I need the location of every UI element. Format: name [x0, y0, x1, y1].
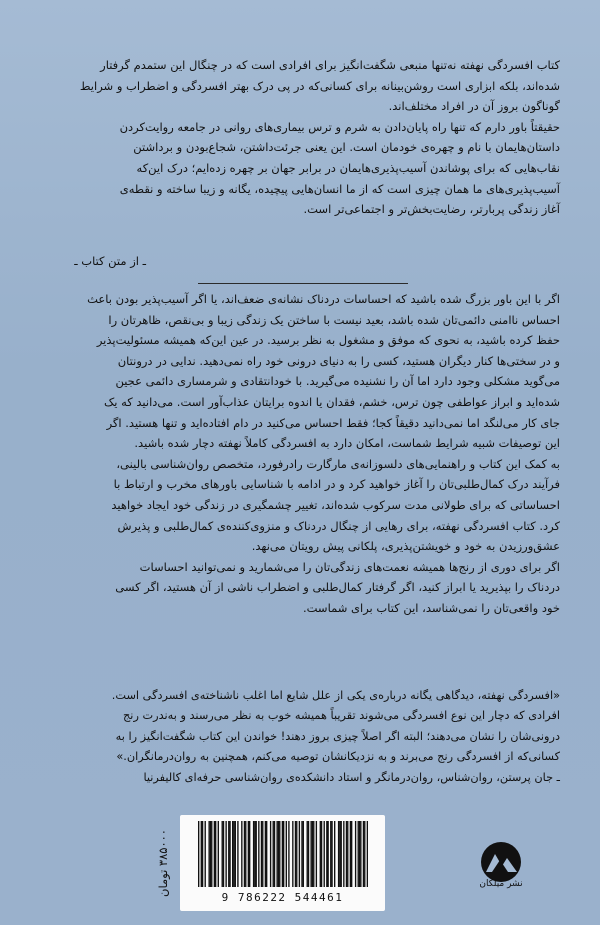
barcode-bar [359, 821, 360, 887]
barcode-bar [208, 821, 209, 887]
barcode-bar [265, 821, 266, 887]
body-line: احساس ناامنی دائمی‌تان شده باشد، بعید نیست با ساختن یک زندگی زیبا و بی‌نقص، ظاهرتان را [108, 312, 560, 327]
body-line: کرد. کتاب افسردگی نهفته، برای رهایی از چنگال دردناک و منزوی‌کننده‌ی کمال‌طلبی و پذیرش [117, 518, 560, 533]
mountains-logo-icon [476, 840, 526, 898]
excerpt-source: ـ از متن کتاب ـ [74, 254, 146, 268]
barcode-bar [347, 821, 348, 887]
barcode-bar [261, 821, 262, 887]
barcode-bar [218, 821, 219, 887]
barcode-bar [282, 821, 283, 887]
barcode-bar [331, 821, 332, 887]
barcode-bar [310, 821, 311, 887]
barcode-bar [256, 821, 257, 887]
intro-line: گوناگون بروز آن در افراد مختلف‌اند. [388, 99, 560, 114]
intro-line: آسیب‌پذیری‌های ما همان چیزی است که از ما انسان‌هایی پیچیده، یگانه و زیبا ساخته و نقطه‌ی [119, 181, 560, 196]
endorsement-quote [56, 686, 560, 788]
barcode-bar [363, 821, 364, 887]
barcode-bar [303, 821, 304, 887]
barcode-bar [316, 821, 317, 887]
quote-line: کسانی‌که از افسردگی رنج می‌برند و به نزدیکانشان توصیه می‌کنم، همچنین به روان‌درمانگران.» [116, 750, 560, 764]
intro-excerpt [56, 55, 560, 220]
barcode-bar [248, 821, 249, 887]
barcode-bar [241, 821, 242, 887]
quote-line: «افسردگی نهفته، دیدگاهی یگانه درباره‌ی یکی از علل شایع اما اغلب ناشناخته‌ی افسردگی است. [111, 689, 560, 702]
body-line: این توصیفات شبیه شرایط شماست، امکان دارد به افسردگی کاملاً نهفته دچار شده باشید. [134, 436, 560, 451]
barcode-bar [312, 821, 313, 887]
barcode-bar [346, 821, 347, 887]
barcode-bar [237, 821, 238, 887]
barcode-bar [210, 821, 211, 887]
barcode-bar [245, 821, 246, 887]
barcode-bar [225, 821, 226, 887]
barcode-bar [301, 821, 302, 887]
isbn-barcode [180, 815, 385, 911]
barcode-bar [215, 821, 216, 887]
barcode-bar [229, 821, 230, 887]
body-line: حفظ کرده باشید، به نحوی که موفق و مشغول به نظر برسید. در عین این‌که همیشه مسئولیت‌پذیر [96, 333, 560, 348]
quote-line: درونی‌شان را نشان می‌دهند؛ البته اگر اصلاً چیزی بروز دهند! خواندن این کتاب شگفت‌انگیز را به [115, 729, 560, 743]
barcode-bar [283, 821, 284, 887]
barcode-bar [235, 821, 236, 887]
barcode-bars [198, 821, 368, 889]
barcode-bar [254, 821, 255, 887]
body-line: اگر با این باور بزرگ شده باشید که احساسات دردناک نشانه‌ی ضعف‌اند، یا اگر آسیب‌پذیر بودن باعث [87, 292, 560, 306]
blurb-body [56, 289, 560, 619]
barcode-bar [244, 821, 245, 887]
barcode-bar [288, 821, 289, 887]
intro-line: نقاب‌هایی که برای پوشاندن آسیب‌پذیری‌هایمان در برابر جهان بر چهره زده‌ایم؛ درک این‌که [136, 160, 560, 175]
quote-attribution: ـ جان پرستن، روان‌شناس، روان‌درمانگر و استاد دانشکده‌ی روان‌شناسی حرفه‌ای کالیفرنیا [143, 770, 560, 784]
barcode-bar [292, 821, 293, 887]
barcode-digits: 9 786222 544461 [221, 891, 344, 904]
body-line: به کمک این کتاب و راهنمایی‌های دلسوزانه‌ی مارگارت رادرفورد، متخصص روان‌شناسی بالینی، [116, 456, 560, 471]
body-line: دردناک را بپذیرید یا ابراز کنید، اگر گرفتار کمال‌طلبی و اضطراب ناشی از آن هستید، اگر کسی [115, 580, 560, 595]
barcode-bar [214, 821, 215, 887]
body-line: عشق‌ورزیدن به خود و خویشتن‌پذیری، پلکانی پیش رویتان می‌نهد. [251, 539, 560, 554]
intro-line: آغاز زندگی پربارتر، رضایت‌بخش‌تر و اجتماعی‌تر است. [303, 202, 560, 217]
intro-line: شده‌اند، بلکه ابزاری است روشن‌بینانه برای کسانی‌که در پی درک بهتر افسردگی و اضطراب و شرایط [79, 78, 560, 93]
barcode-bar [296, 821, 297, 887]
barcode-bar [299, 821, 300, 887]
barcode-bar [278, 821, 279, 887]
barcode-bar [202, 821, 203, 887]
intro-line: کتاب افسردگی نهفته نه‌تنها منبعی شگفت‌انگیز برای افرادی است که در چنگال این ستمدم گرفتار [100, 58, 560, 72]
barcode-bar [326, 821, 327, 887]
publisher-name: نشر میلکان [479, 879, 523, 889]
body-line: شده‌اید و ابراز عواطفی چون ترس، خشم، فقدان یا اندوه برایتان عذاب‌آور است. می‌دانید که یک [103, 394, 560, 409]
body-line: می‌گوید مشکلی وجود دارد اما آن را نشنیده می‌گیرید. با خودانتقادی و شرمساری دائمی عجین [115, 374, 560, 389]
barcode-bar [321, 821, 322, 887]
body-line: فرآیند درک کمال‌طلبی‌تان را آغاز خواهید کرد و در ادامه با شناسایی باورهای مخرب و ارتباط با [113, 477, 560, 492]
barcode-bar [338, 821, 339, 887]
price-label [147, 815, 179, 911]
barcode-bar [358, 821, 359, 887]
barcode-bar [364, 821, 365, 887]
barcode-bar [308, 821, 309, 887]
barcode-bar [232, 821, 233, 887]
barcode-bar [279, 821, 280, 887]
barcode-bar [343, 821, 344, 887]
barcode-bar [350, 821, 351, 887]
barcode-bar [223, 821, 224, 887]
barcode-bar [201, 821, 202, 887]
barcode-bar [295, 821, 296, 887]
barcode-bar [355, 821, 356, 887]
barcode-bar [249, 821, 250, 887]
section-divider [198, 283, 408, 284]
barcode-bar [198, 821, 199, 887]
quote-line: افرادی که دچار این نوع افسردگی می‌شوند تقریباً همیشه خوب به نظر می‌رسند و به‌ندرت رنج [123, 709, 560, 723]
body-line: جای کار می‌لنگد اما نمی‌دانید دقیقاً کجا؛ فقط احساس می‌کنید در دام افتاده‌اید و تنها هستید. اگر [106, 415, 560, 430]
barcode-bar [320, 821, 321, 887]
barcode-bar [270, 821, 271, 887]
body-line: و در سختی‌ها کنار دیگران هستید، کسی را به دنیای درونی خود راه نمی‌دهید. ندایی در درونتان [117, 353, 560, 368]
barcode-bar [334, 821, 335, 887]
barcode-bar [205, 821, 206, 887]
intro-line: داستان‌هایمان با نام و چهره‌ی خودمان است. این یعنی جرئت‌داشتن، شجاع‌بودن و برداشتن [133, 140, 560, 155]
body-line: احساساتی که برای طولانی مدت سرکوب شده‌اند، تغییر چشمگیری در زندگی خود ایجاد خواهید [111, 497, 560, 512]
barcode-bar [258, 821, 259, 887]
barcode-bar [266, 821, 267, 887]
barcode-bar [222, 821, 223, 887]
barcode-bar [351, 821, 352, 887]
barcode-bar [324, 821, 325, 887]
barcode-bar [330, 821, 331, 887]
barcode-bar [360, 821, 361, 887]
body-line: اگر برای دوری از رنج‌ها همیشه نعمت‌های زندگی‌تان را می‌شمارید و نمی‌توانید احساسات [139, 559, 560, 574]
barcode-bar [262, 821, 263, 887]
price-text: ۳۸۵۰۰۰ تومان [156, 829, 170, 897]
barcode-bar [211, 821, 212, 887]
barcode-bar [274, 821, 275, 887]
barcode-bar [253, 821, 254, 887]
barcode-bar [313, 821, 314, 887]
barcode-bar [276, 821, 277, 887]
barcode-bar [228, 821, 229, 887]
barcode-bar [367, 821, 368, 887]
body-line: خود واقعی‌تان را نمی‌شناسد، این کتاب برای شماست. [302, 600, 560, 615]
barcode-bar [286, 821, 287, 887]
barcode-bar [341, 821, 342, 887]
barcode-bar [233, 821, 234, 887]
barcode-bar [307, 821, 308, 887]
barcode-bar [273, 821, 274, 887]
intro-line: حقیقتاً باور دارم که تنها راه پایان‌دادن به شرم و ترس بیماری‌های روانی در جامعه روایت‌کردن [119, 119, 560, 134]
barcode-bar [339, 821, 340, 887]
barcode-bar [327, 821, 328, 887]
